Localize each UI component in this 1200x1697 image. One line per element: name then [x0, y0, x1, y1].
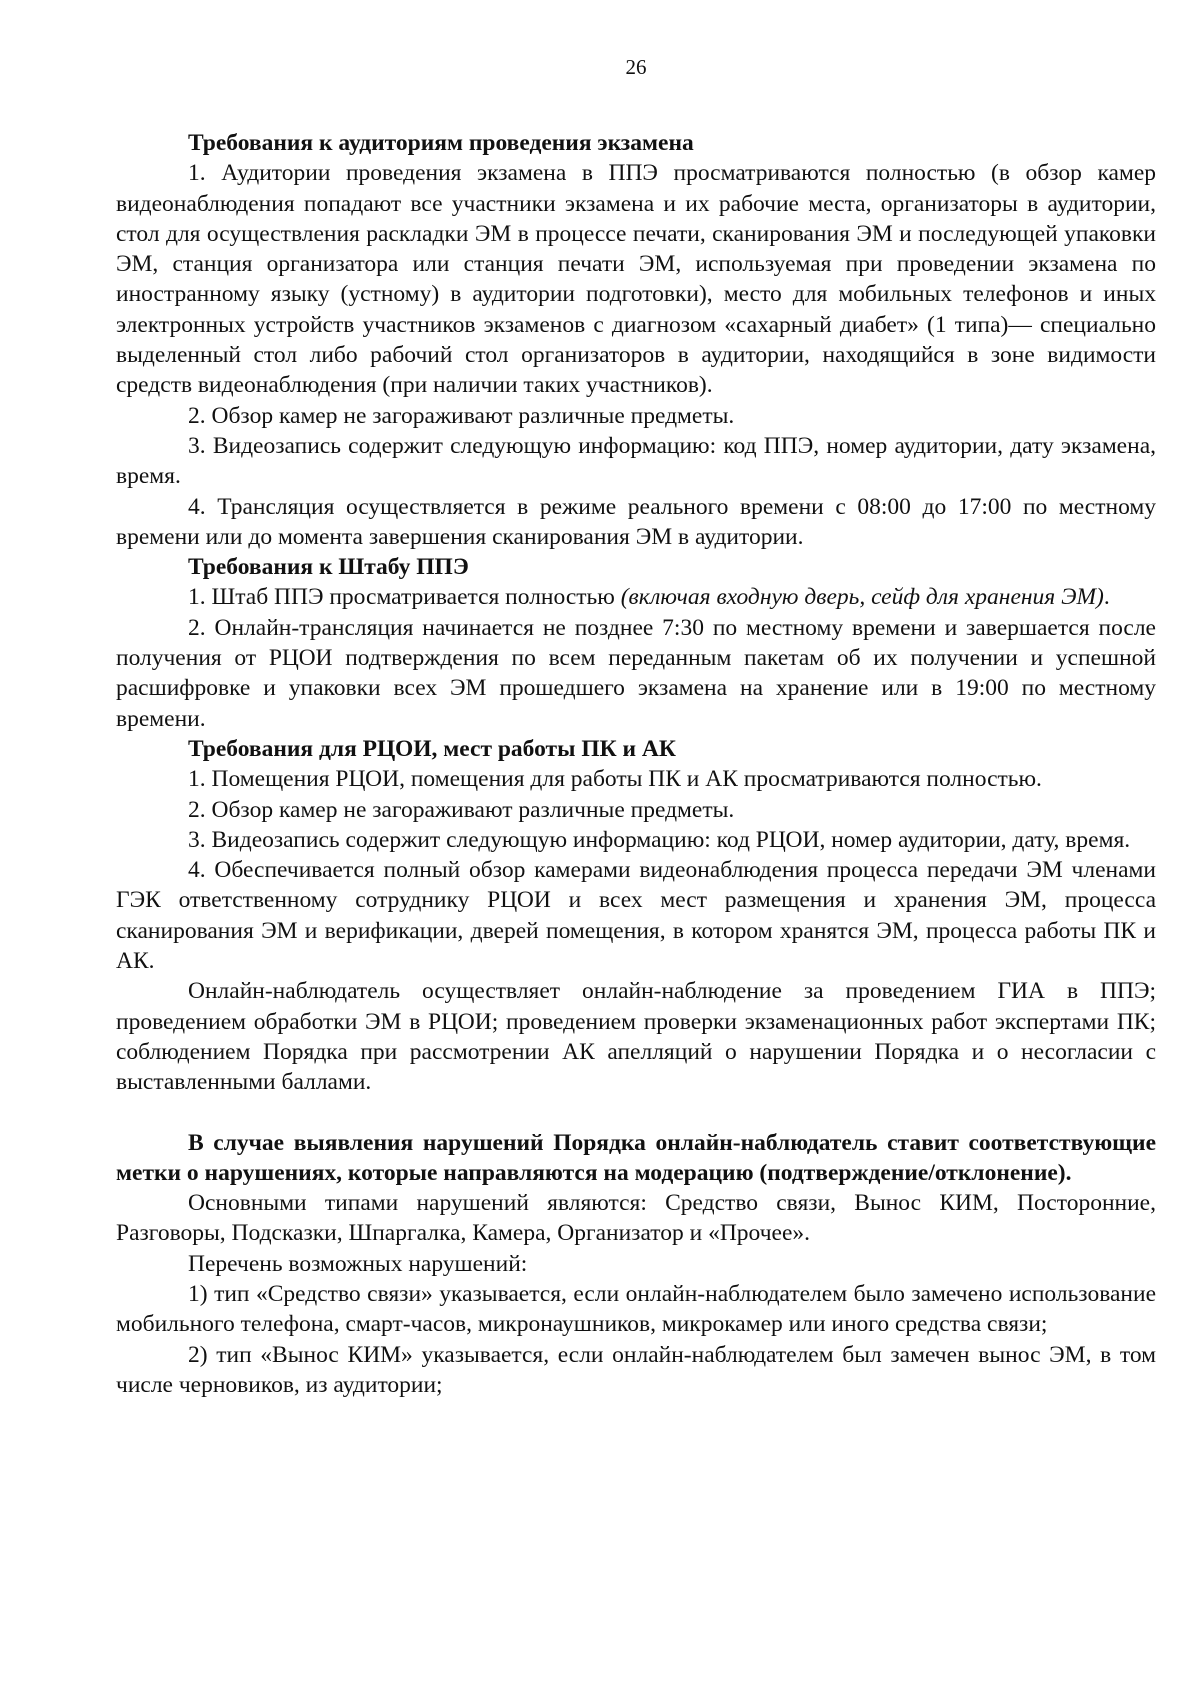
- auditorium-requirement-3: 3. Видеозапись содержит следующую информацию: код ППЭ, номер аудитории, дату экзамена, время.: [116, 432, 1156, 490]
- headquarters-requirement-1-note: (включая входную дверь, сейф для хранения ЭМ): [620, 584, 1104, 611]
- section-heading-auditoriums: Требования к аудиториям проведения экзамена: [188, 130, 694, 156]
- paragraph-spacer: [116, 1098, 1156, 1128]
- section-heading-headquarters: Требования к Штабу ППЭ: [188, 554, 469, 581]
- headquarters-requirement-1-text: 1. Штаб ППЭ просматривается полностью: [188, 584, 621, 611]
- main-violation-types: Основными типами нарушений являются: Средство связи, Вынос КИМ, Посторонние, Разговоры, Подсказки, Шпаргалка, Камера, Организатор и «Прочее».: [116, 1190, 1156, 1247]
- auditorium-requirement-4: 4. Трансляция осуществляется в режиме реального времени с 08:00 до 17:00 по местному времени или до момента завершения сканирования ЭМ в аудитории.: [116, 493, 1156, 550]
- rcoi-requirement-4: 4. Обеспечивается полный обзор камерами видеонаблюдения процесса передачи ЭМ членами ГЭК ответственному сотруднику РЦОИ и всех мест размещения и хранения ЭМ, процесса сканирования ЭМ и верификации, дверей помещения, в котором хранятся ЭМ, процесса работы ПК и АК.: [116, 857, 1156, 975]
- violation-item-1: 1) тип «Средство связи» указывается, если онлайн-наблюдателем было замечено использование мобильного телефона, смарт-часов, микронаушников, микрокамер или иного средства связи;: [116, 1280, 1156, 1338]
- headquarters-requirement-1-end: .: [1103, 584, 1110, 611]
- rcoi-requirement-1: 1. Помещения РЦОИ, помещения для работы ПК и АК просматриваются полностью.: [188, 766, 1042, 793]
- violations-notice: В случае выявления нарушений Порядка онлайн-наблюдатель ставит соответствующие метки о нарушениях, которые направляются на модерацию (подтверждение/отклонение).: [116, 1129, 1156, 1186]
- page-number: 26: [625, 55, 647, 79]
- violation-item-2: 2) тип «Вынос КИМ» указывается, если онлайн-наблюдателем был замечен вынос ЭМ, в том числе черновиков, из аудитории;: [116, 1341, 1156, 1398]
- auditorium-requirement-1: 1. Аудитории проведения экзамена в ППЭ просматриваются полностью (в обзор камер видеонаблюдения попадают все участники экзамена и их рабочие места, организаторы в аудитории, стол для осуществления раскладки ЭМ в процессе печати, сканирования ЭМ и последующей упаковки ЭМ, станция организатора или станция печати ЭМ, используемая при проведении экзамена по иностранному языку (устному) в аудитории подготовки), место для мобильных телефонов и иных электронных устройств участников экзаменов с диагнозом «сахарный диабет» (1 типа)— специально выделенный стол либо рабочий стол организаторов в аудитории, находящийся в зоне видимости средств видеонаблюдения (при наличии таких участников).: [116, 160, 1156, 399]
- headquarters-requirement-1: [116, 582, 1156, 612]
- auditorium-requirement-2: 2. Обзор камер не загораживают различные предметы.: [188, 402, 735, 429]
- violations-list-intro: Перечень возможных нарушений:: [188, 1250, 528, 1277]
- rcoi-requirement-3: 3. Видеозапись содержит следующую информацию: код РЦОИ, номер аудитории, дату, время.: [188, 826, 1131, 853]
- rcoi-requirement-2: 2. Обзор камер не загораживают различные предметы.: [188, 796, 735, 823]
- observer-paragraph: Онлайн-наблюдатель осуществляет онлайн-наблюдение за проведением ГИА в ППЭ; проведением обработки ЭМ в РЦОИ; проведением проверки экзаменационных работ экспертами ПК; соблюдением Порядка при рассмотрении АК апелляций о нарушении Порядка и о несогласии с выставленными баллами.: [116, 978, 1156, 1096]
- section-heading-rcoi: Требования для РЦОИ, мест работы ПК и АК: [188, 735, 676, 762]
- document-page: [116, 52, 1156, 1400]
- headquarters-requirement-2: 2. Онлайн-трансляция начинается не позднее 7:30 по местному времени и завершается после получения от РЦОИ подтверждения по всем переданным пакетам об их получении и успешной расшифровке и упаковки всех ЭМ прошедшего экзамена на хранение или в 19:00 по местному времени.: [116, 614, 1156, 732]
